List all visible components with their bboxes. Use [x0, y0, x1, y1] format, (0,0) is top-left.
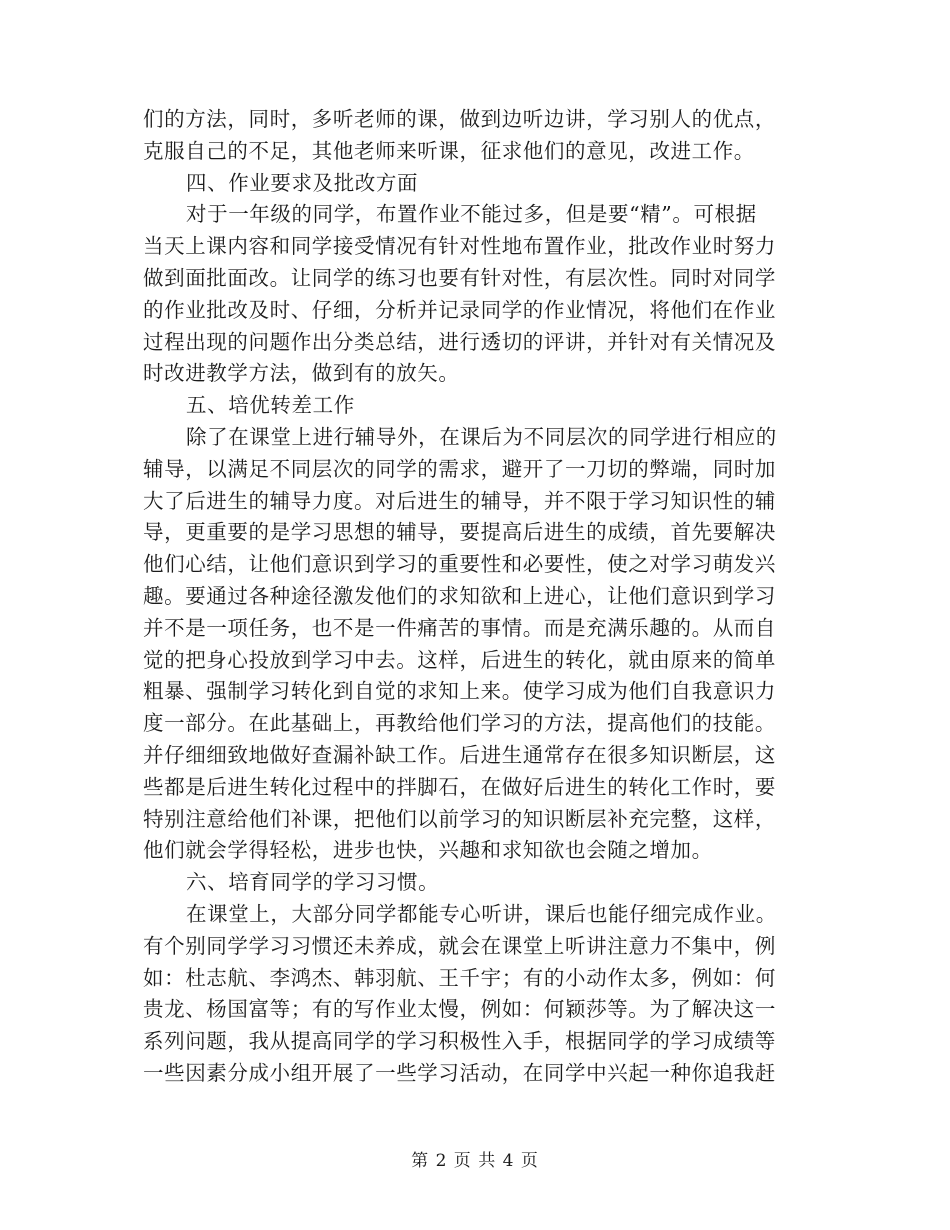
- text-line: 四、作业要求及批改方面: [186, 170, 419, 195]
- text-line: 他们心结，让他们意识到学习的重要性和必要性，使之对学习萌发兴: [143, 552, 776, 577]
- text-line: 除了在课堂上进行辅导外，在课后为不同层次的同学进行相应的: [186, 424, 777, 449]
- text-line: 大了后进生的辅导力度。对后进生的辅导，并不限于学习知识性的辅: [143, 488, 776, 513]
- text-line: 他们就会学得轻松，进步也快，兴趣和求知欲也会随之增加。: [143, 838, 713, 863]
- page-footer: 第 2 页 共 4 页: [411, 1151, 539, 1171]
- text-line: 的作业批改及时、仔细，分析并记录同学的作业情况，将他们在作业: [143, 297, 776, 322]
- text-line: 特别注意给他们补课，把他们以前学习的知识断层补充完整，这样，: [143, 806, 776, 831]
- text-line: 过程出现的问题作出分类总结，进行透切的评讲，并针对有关情况及: [143, 329, 776, 354]
- text-line: 粗暴、强制学习转化到自觉的求知上来。使学习成为他们自我意识力: [143, 679, 776, 704]
- text-line: 克服自己的不足，其他老师来听课，征求他们的意见，改进工作。: [143, 138, 755, 163]
- text-line: 辅导，以满足不同层次的同学的需求，避开了一刀切的弊端，同时加: [143, 456, 776, 481]
- text-line: 觉的把身心投放到学习中去。这样，后进生的转化，就由原来的简单: [143, 647, 776, 672]
- text-line: 五、培优转差工作: [186, 393, 355, 418]
- text-line: 度一部分。在此基础上，再教给他们学习的方法，提高他们的技能。: [143, 711, 776, 736]
- text-line: 做到面批面改。让同学的练习也要有针对性，有层次性。同时对同学: [143, 265, 776, 290]
- text-line: 系列问题，我从提高同学的学习积极性入手，根据同学的学习成绩等: [143, 1029, 776, 1054]
- text-line: 如：杜志航、李鸿杰、韩羽航、王千宇；有的小动作太多，例如：何: [143, 965, 776, 990]
- text-line: 有个别同学学习习惯还未养成，就会在课堂上听讲注意力不集中，例: [143, 933, 776, 958]
- text-line: 对于一年级的同学，布置作业不能过多，但是要“精”。可根据: [186, 202, 757, 227]
- text-line: 在课堂上，大部分同学都能专心听讲，课后也能仔细完成作业。: [186, 901, 777, 926]
- text-line: 六、培育同学的学习习惯。: [186, 870, 440, 895]
- document-body: [143, 104, 803, 1090]
- text-line: 些都是后进生转化过程中的拌脚石，在做好后进生的转化工作时，要: [143, 774, 776, 799]
- text-line: 当天上课内容和同学接受情况有针对性地布置作业，批改作业时努力: [143, 234, 776, 259]
- text-line: 趣。要通过各种途径激发他们的求知欲和上进心，让他们意识到学习: [143, 583, 776, 608]
- text-line: 并不是一项任务，也不是一件痛苦的事情。而是充满乐趣的。从而自: [143, 615, 776, 640]
- text-line: 导，更重要的是学习思想的辅导，要提高后进生的成绩，首先要解决: [143, 520, 776, 545]
- text-line: 时改进教学方法，做到有的放矢。: [143, 361, 460, 386]
- text-line: 贵龙、杨国富等；有的写作业太慢，例如：何颖莎等。为了解决这一: [143, 997, 776, 1022]
- text-line: 们的方法，同时，多听老师的课，做到边听边讲，学习别人的优点，: [143, 107, 776, 131]
- text-line: 一些因素分成小组开展了一些学习活动，在同学中兴起一种你追我赶: [143, 1060, 776, 1085]
- text-line: 并仔细细致地做好查漏补缺工作。后进生通常存在很多知识断层，这: [143, 742, 776, 767]
